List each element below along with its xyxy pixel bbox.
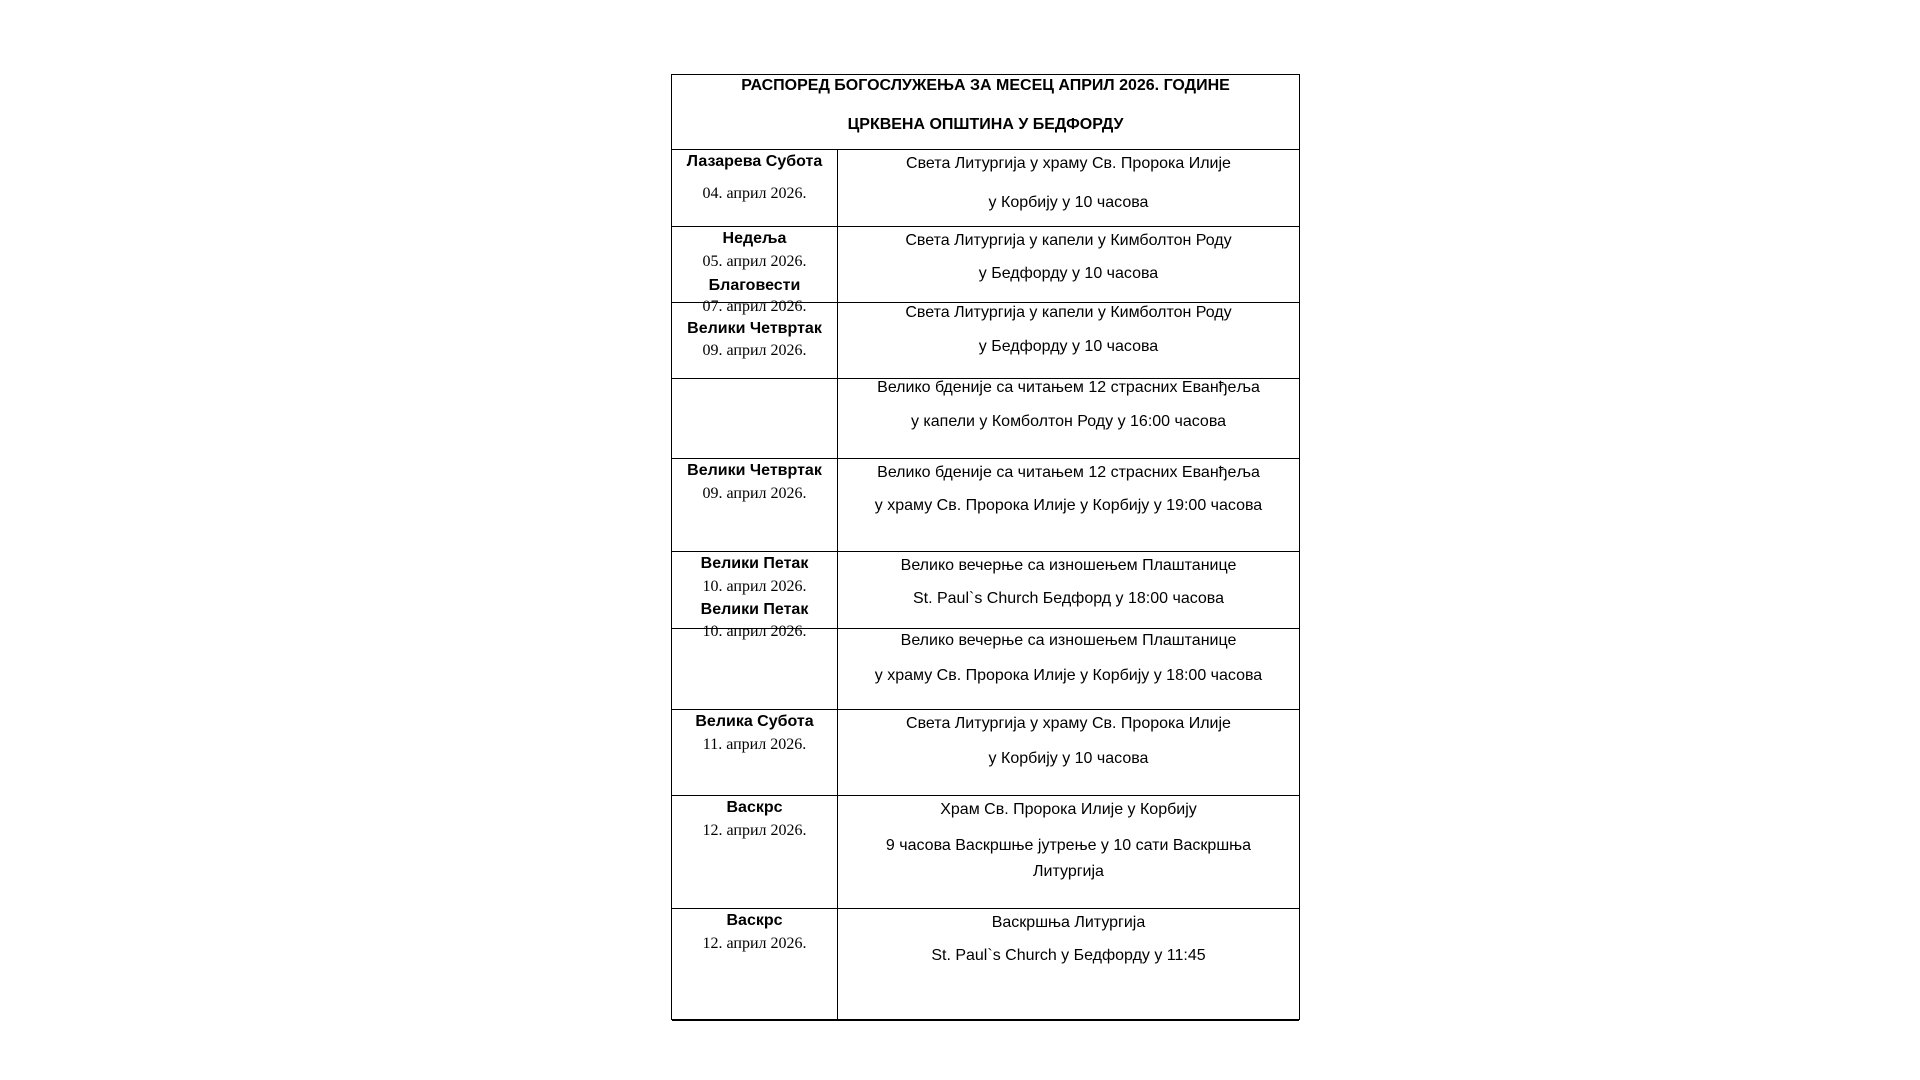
service-line-2: St. Paul`s Church у Бедфорду у 11:45 bbox=[931, 947, 1206, 964]
service-line-1: Велико вечерње са изношењем Плаштанице bbox=[900, 557, 1237, 574]
service-line-1: Света Литургија у храму Св. Пророка Илије bbox=[906, 715, 1231, 732]
table-row bbox=[672, 379, 1299, 459]
day-date: 12. април 2026. bbox=[702, 935, 807, 952]
day-date: 07. април 2026. bbox=[702, 298, 807, 315]
schedule-table bbox=[671, 74, 1300, 1020]
service-line-2: у Корбију у 10 часова bbox=[988, 750, 1149, 767]
service-line-1: Велико бденије са читањем 12 страсних Еванђеља bbox=[877, 379, 1260, 396]
day-date: 09. април 2026. bbox=[702, 485, 807, 502]
row-service-cell bbox=[838, 459, 1299, 552]
service-line-1: Васкршња Литургија bbox=[991, 914, 1146, 931]
title-line-2: ЦРКВЕНА ОПШТИНА У БЕДФОРДУ bbox=[847, 116, 1124, 133]
service-line-2: у храму Св. Пророка Илије у Корбију у 19:00 часова bbox=[874, 497, 1263, 514]
column-divider bbox=[837, 150, 838, 1019]
row-service-cell bbox=[838, 552, 1299, 629]
day-name: Велики Четвртак bbox=[687, 320, 822, 337]
row-day-cell bbox=[672, 459, 837, 505]
service-line-2: St. Paul`s Church Бедфорд у 18:00 часова bbox=[912, 590, 1225, 607]
table-title bbox=[672, 75, 1299, 150]
row-day-cell bbox=[672, 796, 837, 842]
service-line-1: Света Литургија у капели у Кимболтон Роду bbox=[905, 232, 1232, 249]
day-name: Лазарева Субота bbox=[686, 153, 823, 170]
row-service-cell bbox=[838, 710, 1299, 796]
day-name: Велики Петак bbox=[700, 601, 809, 618]
service-line-1: Велико бденије са читањем 12 страсних Еванђеља bbox=[877, 464, 1260, 481]
row-service-cell bbox=[838, 909, 1299, 1021]
day-name: Велики Четвртак bbox=[687, 462, 822, 479]
row-service-cell bbox=[838, 227, 1299, 303]
title-line-1: РАСПОРЕД БОГОСЛУЖЕЊА ЗА МЕСЕЦ АПРИЛ 2026. ГОДИНЕ bbox=[741, 77, 1230, 94]
service-line-2: у Бедфорду у 10 часова bbox=[978, 265, 1159, 282]
service-line-1: Света Литургија у капели у Кимболтон Роду bbox=[905, 304, 1232, 321]
row-service-cell bbox=[838, 379, 1299, 459]
service-line-1: Велико вечерње са изношењем Плаштанице bbox=[900, 632, 1237, 649]
row-service-cell bbox=[838, 629, 1299, 710]
table-row bbox=[672, 459, 1299, 552]
day-cell-overflow bbox=[672, 552, 837, 643]
table-row bbox=[672, 150, 1299, 227]
table-row bbox=[672, 796, 1299, 909]
row-day-cell bbox=[672, 227, 837, 273]
row-service-cell bbox=[838, 796, 1299, 909]
table-row bbox=[672, 909, 1299, 1021]
day-date: 05. април 2026. bbox=[702, 253, 807, 270]
row-day-cell bbox=[672, 710, 837, 756]
table-row bbox=[672, 710, 1299, 796]
service-line-2: у храму Св. Пророка Илије у Корбију у 18:00 часова bbox=[874, 667, 1263, 684]
row-day-cell bbox=[672, 150, 837, 205]
day-date: 10. април 2026. bbox=[702, 578, 807, 595]
day-date: 10. април 2026. bbox=[702, 623, 807, 640]
service-line-1: Света Литургија у храму Св. Пророка Илије bbox=[906, 155, 1231, 172]
day-date: 12. април 2026. bbox=[702, 822, 807, 839]
day-date: 11. април 2026. bbox=[702, 736, 807, 753]
service-line-2: у Корбију у 10 часова bbox=[988, 194, 1149, 211]
day-date: 09. април 2026. bbox=[702, 342, 807, 359]
row-day-cell bbox=[672, 909, 837, 955]
service-line-2: 9 часова Васкршње јутрење у 10 сати Васкршња Литургија bbox=[885, 837, 1252, 880]
service-line-1: Храм Св. Пророка Илије у Корбију bbox=[940, 801, 1197, 818]
day-name: Васкрс bbox=[726, 912, 783, 929]
service-line-2: у Бедфорду у 10 часова bbox=[978, 338, 1159, 355]
row-service-cell bbox=[838, 303, 1299, 379]
day-name: Велика Субота bbox=[695, 713, 814, 730]
day-date: 04. април 2026. bbox=[702, 185, 807, 202]
day-name: Велики Петак bbox=[700, 555, 809, 572]
day-cell-overflow bbox=[672, 274, 837, 362]
service-line-2: у капели у Комболтон Роду у 16:00 часова bbox=[910, 413, 1227, 430]
day-name: Благовести bbox=[708, 277, 801, 294]
row-service-cell bbox=[838, 150, 1299, 227]
day-name: Недеља bbox=[722, 230, 787, 247]
day-name: Васкрс bbox=[726, 799, 783, 816]
